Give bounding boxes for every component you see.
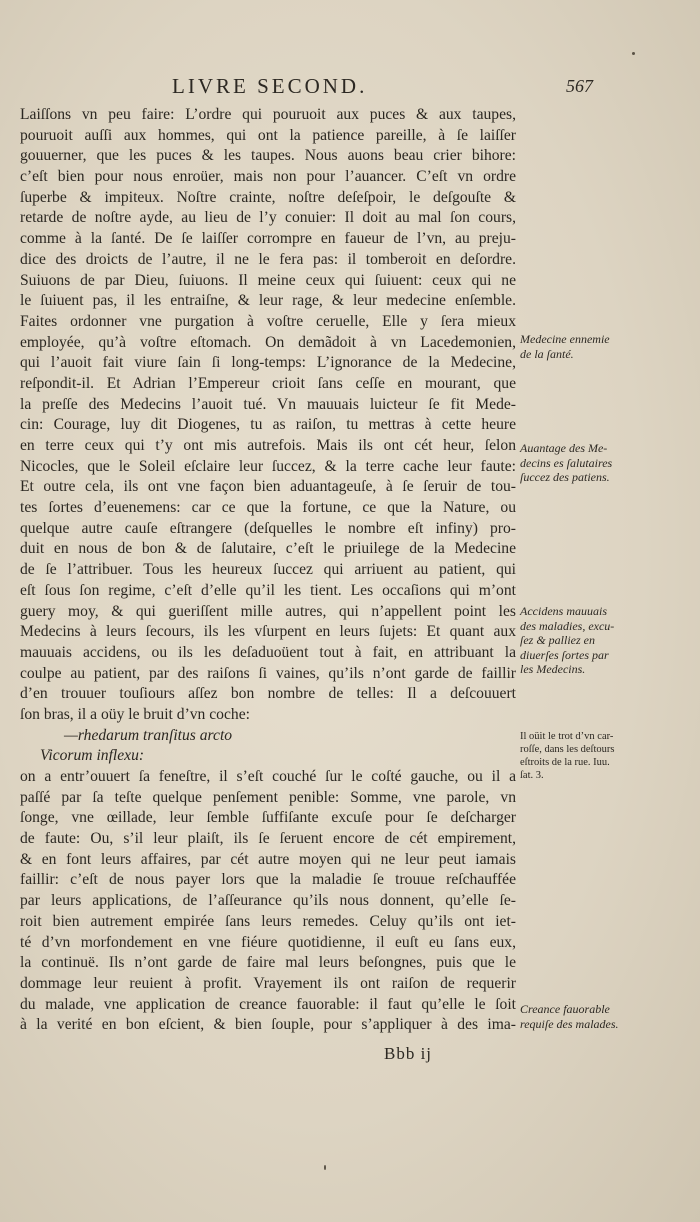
- running-head: LIVRE SECOND.: [172, 74, 368, 98]
- text-line: mauuais accidens, ou ils les deſaduoüent tout à fait, en attribuant la: [20, 643, 516, 661]
- signature-mark: Bbb ij: [384, 1044, 433, 1063]
- margin-note: [520, 604, 614, 677]
- text-line: de faute: Ou, s’il leur plaiſt, ils ſe ſeruent encore de cét empirement,: [20, 830, 516, 848]
- margin-note-line: ſez & palliez en: [520, 633, 595, 647]
- text-line: roit bien autrement empirée ſans leurs remedes. Celuy qu’ils ont iet-: [20, 912, 516, 930]
- margin-note: [520, 730, 614, 782]
- main-text-column: [20, 105, 516, 1036]
- text-line: Nicocles, que le Soleil eſclaire leur ſuccez, & la terre cache leur faute:: [20, 457, 516, 475]
- text-line: de ſe l’attribuer. Tous les heureux ſuccez qui arriuent au patient, qui: [20, 561, 516, 579]
- text-line: té d’vn morfondement en vne fiéure quotidienne, il euſt eu ſans eux,: [20, 933, 516, 951]
- text-line: par leurs applications, de l’aſſeurance qu’ils nous donnent, qu’elle ſe-: [20, 892, 516, 910]
- margin-note: [520, 1002, 619, 1031]
- text-line: qui l’auoit fait viure ſain ſi long-temps: L’ignorance de la Medecine,: [20, 354, 516, 372]
- margin-note-line: ſat. 3.: [520, 770, 544, 781]
- margin-note: [520, 332, 610, 361]
- text-line: guery moy, & qui gueriſſent mille autres, qui n’appellent point les: [20, 602, 516, 620]
- text-line: Suiuons de par Dieu, ſuiuons. Il meine ceux qui ſuiuent: ceux qui ne: [20, 271, 516, 289]
- text-line: eſt ſous ſon regime, c’eſt d’elle qu’il les tient. Les occaſions qui m’ont: [20, 581, 516, 599]
- margin-note-line: Il oüit le trot d’vn car-: [520, 731, 614, 742]
- text-line: dommage leur reuient à profit. Vrayement ils ont raiſon de requerir: [20, 974, 516, 992]
- text-line: pouruoit auſſi aux hommes, qui ont la patience pareille, à ſe laiſſer: [20, 126, 516, 144]
- text-line: cin: Courage, luy dit Diogenes, tu as raiſon, tu mettras à cette heure: [20, 416, 516, 434]
- margin-note-line: Creance fauorable: [520, 1002, 610, 1016]
- text-line: paſſé par ſa teſte quelque penſement penible: Somme, vne parole, vn: [20, 788, 516, 806]
- text-line: tes ſortes d’euenemens: car ce que la fortune, ce que la Nature, ou: [20, 499, 516, 517]
- text-line: Faites ordonner vne purgation à voſtre ceruelle, Elle y ſera mieux: [20, 312, 516, 330]
- text-line: Medecins à leurs ſecours, ils les vſurpent en leurs ſujets: Et quant aux: [20, 623, 516, 641]
- text-line: à la verité en bon eſcient, & bien ſouple, pour s’appliquer à des ima-: [20, 1016, 516, 1034]
- text-line: dice des droicts de l’autre, il ne le fera pas: il tomberoit en deſordre.: [20, 250, 516, 268]
- text-line: en terre ceux qui t’y ont mis autrefois. Mais ils ont cét heur, ſelon: [20, 437, 516, 454]
- margin-note-line: decins es ſalutaires: [520, 455, 613, 470]
- text-line: la preſſe des Medecins l’auoit tué. Vn mauuais luicteur ſe fit Mede-: [20, 395, 516, 413]
- margin-note-line: Medecine ennemie: [520, 332, 610, 346]
- text-line: Laiſſons vn peu faire: L’ordre qui pouruoit aux puces & aux taupes,: [20, 106, 516, 123]
- text-line: ſonge, vne œillade, leur ſemble ſuffiſante excuſe pour ſe deſcharger: [20, 809, 516, 827]
- text-line: d’en trouuer touſiours aſſez bon nombre de telles: Il a deſcouuert: [20, 685, 516, 703]
- text-line: le ſuiuent pas, il les entraiſne, & leur rage, & leur medecine enſemble.: [20, 292, 516, 310]
- text-line: reſpondit-il. Et Adrian l’Empereur crioit ſans ceſſe en mourant, que: [20, 374, 516, 392]
- page-header: [0, 74, 700, 104]
- text-line: la continuë. Ils n’ont garde de faire mal leurs beſongnes, puis que le: [20, 954, 516, 972]
- margin-note-line: des maladies, excu-: [520, 618, 615, 633]
- margin-note-line: roſſe, dans les deſtours: [520, 744, 615, 755]
- margin-note-line: de la ſanté.: [520, 346, 574, 361]
- text-line: comme à la ſanté. De ſe laiſſer corrompre en faueur de l’vn, au preju-: [20, 230, 516, 248]
- latin-quote-line: —rhedarum tranſitus arcto: [64, 726, 233, 744]
- text-line: Et outre cela, ils ont vne façon bien aduantageuſe, à ſe ſeruir de tou-: [20, 478, 516, 496]
- text-line: duit en nous de bon & de ſalutaire, c’eſt le priuilege de la Medecine: [20, 540, 516, 558]
- text-line: ſon bras, il a oüy le bruit d’vn coche:: [20, 705, 250, 723]
- text-line: quelque autre cauſe eſtrangere (deſquelles le nombre eſt infiny) pro-: [20, 519, 516, 537]
- margin-note-line: eſtroits de la rue. Iuu.: [520, 757, 610, 768]
- text-line: du malade, vne application de creance fauorable: il faut qu’elle le ſoit: [20, 995, 516, 1013]
- text-line: faillir: c’eſt de nous payer lors que la maladie ſe trouue reſchauffée: [20, 871, 516, 889]
- margin-note-line: diuerſes ſortes par: [520, 647, 609, 662]
- latin-quote-line: Vicorum inflexu:: [40, 747, 145, 765]
- margin-note-line: Auantage des Me-: [520, 441, 608, 455]
- text-line: c’eſt bien pour nous enroüer, mais non pour l’auancer. C’eſt vn ordre: [20, 168, 516, 186]
- text-line: ſuperbe & impiteux. Noſtre crainte, noſtre deſeſpoir, le deſgouſte &: [20, 188, 516, 206]
- text-line: employée, qu’à voſtre eſtomach. On demãdoit à vn Lacedemonien,: [20, 333, 516, 351]
- margin-note: [520, 441, 612, 485]
- ink-speck: [324, 1165, 326, 1170]
- margin-note-line: ſuccez des patiens.: [520, 470, 610, 484]
- margin-note-line: requiſe des malades.: [520, 1016, 619, 1031]
- text-line: & en font leurs affaires, par cét autre moyen qui ne leur peut iamais: [20, 850, 516, 868]
- margin-note-line: les Medecins.: [520, 662, 586, 676]
- text-line: retarde de noſtre ayde, au lieu de l’y conuier: Il doit au mal ſon cours,: [20, 209, 516, 227]
- page-number: 567: [566, 76, 593, 96]
- text-line: gouuerner, que les puces & les taupes. Nous auons beau crier bihore:: [20, 147, 516, 165]
- text-line: on a entr’ouuert ſa feneſtre, il s’eſt couché ſur le coſté gauche, ou il a: [20, 768, 516, 785]
- ink-speck: [632, 52, 635, 55]
- text-line: coulpe au patient, par des raiſons ſi vaines, qu’ils n’ont garde de faillir: [20, 664, 516, 682]
- margin-note-line: Accidens mauuais: [520, 604, 607, 618]
